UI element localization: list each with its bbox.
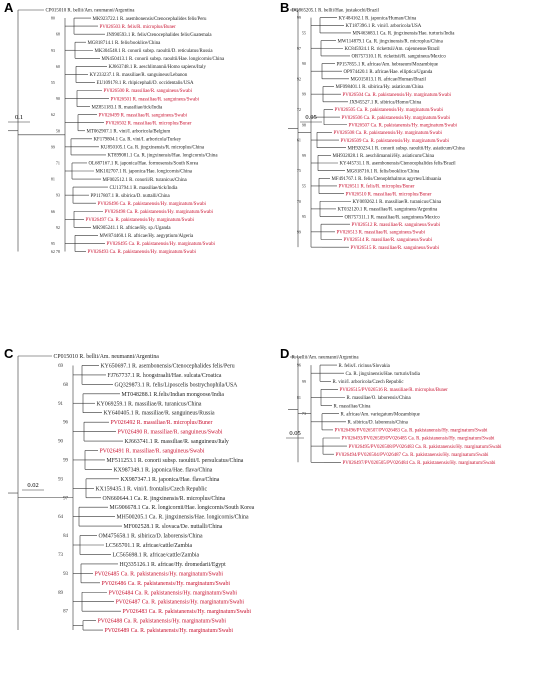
bootstrap-value: 99 [63,458,68,464]
taxon-label: PV026496 Ca. R. pakistanensis/Hy. marginatum/Swabi [97,201,206,207]
bootstrap-value: 96 [63,420,68,426]
taxon-label: R. massiliae/O. laborensis/China [346,396,411,402]
taxon-label: MN463683.1 Ca. R. jingxinensis/Hae. turturis/India [352,31,455,37]
taxon-label: MH932028.1 R. aeschlimannii/Hy. asiaticum/China [332,154,435,160]
taxon-label: PV026497 Ca. R. pakistanensis/Hy. marginatum/Swabi [85,218,194,224]
taxon-label: OR757311.1 R. massiliae/R. sanguineus/Mexico [344,215,440,221]
taxon-label: PV026504 Ca. R. pakistanensis/Hy. marginatum/Swabi [342,92,451,98]
taxon-label: R. massiliae/China [333,404,371,410]
taxon-label: LC565701.1 R. africae/cattle/Zambia [105,543,193,550]
taxon-label: PV026490 R. massiliae/R. sanguineus/Swabi [117,429,223,436]
taxon-label: KT187396.1 R. vini/I. arboricola/USA [345,24,422,30]
bootstrap-value: 81 [50,176,55,182]
taxon-label: GQ329873.1 R. felis/Liposcelis bostrychophila/USA [114,382,238,389]
bootstrap-value: 73 [301,411,306,417]
taxon-label: R. vini/I. arboricola/Czech Republic [332,380,404,386]
taxon-label: PV026500 R. massiliae/R. sanguineus/Swabi [103,89,192,95]
taxon-label: PV026503 R. felis/R. microplus/Buner [99,24,176,30]
bootstrap-value: 87 [63,609,68,615]
taxon-label: R. felis/I. ricinus/Slovakia [338,363,390,369]
bootstrap-value: 97 [296,45,301,51]
bootstrap-value: 84 [63,534,68,540]
bootstrap-value: 90 [55,96,60,102]
bootstrap-value: 62 [50,112,55,118]
bootstrap-value: 92 [55,224,60,230]
taxon-label: MG818716.1 R. felis/booklice/China [346,169,420,175]
taxon-label: MW114879.1 Ca. R. jingxinensis/R. microplus/China [337,39,443,45]
taxon-label: PV026502 R. massiliae/R. microplus/Buner [105,121,192,127]
panel-letter-b: B [280,0,290,15]
bootstrap-value: 64 [58,515,63,521]
bootstrap-value: 99 [301,91,306,97]
taxon-label: PV026491 R. massiliae/R. sanguineus/Swabi [99,448,205,455]
taxon-label: PV026495/PV026508/PV026483 Ca. R. pakistanensis/Hy. marginatum/Swabi [348,444,502,450]
bootstrap-value: 71 [55,160,60,166]
taxon-label: JN990593.1 R. felis/Ctenocephalides felis/Guatemala [106,32,212,38]
taxon-label: KY233237.1 R. massiliae/R. sanguineus/Lebanon [89,73,188,79]
bootstrap-value: 99 [296,15,301,21]
bootstrap-value: 95 [301,214,306,220]
taxon-label: PV026498 Ca. R. pakistanensis/Hy. marginatum/Swabi [104,209,213,215]
bootstrap-value: 95 [50,240,55,246]
bootstrap-value: 68 [63,382,68,388]
taxon-label: PV026497/PV026505/PV026484 Ca. R. pakistanensis/Hy. marginatum/Swabi [342,461,496,467]
panel-letter-a: A [4,0,14,15]
scale-label-b: 0.05 [305,114,317,121]
taxon-label: KJ663748.1 R. aeschlimannii/Homo sapiens/Italy [108,65,206,71]
taxon-label: PV026514 R. massiliae/R. sanguineus/Swabi [343,238,432,244]
taxon-label: KX987349.1 R. japonica/Hae. flava/China [113,467,213,474]
taxon-label: MF002512.1 R. conorii/R. turanicus/China [102,177,187,183]
taxon-label: MK923722.1 R. asembonensis/Ctenocephalides felis/Peru [92,16,207,22]
bootstrap-value: 55 [301,30,306,36]
taxon-label: OP974420.1 R. africae/Hae. elliptica/Uganda [343,69,433,75]
taxon-label: KY069259.1 R. massiliae/R. turanicus/China [96,401,202,408]
taxon-label: MG906678.1 Ca. R. longicornii/Hae. longicornis/South Korea [109,505,255,512]
taxon-label: PV026493/PV026509/PV026485 Ca. R. pakistanensis/Hy. marginatum/Swabi [341,436,495,442]
bootstrap-value: 62 [50,249,55,254]
taxon-label: MG015013.1 R. africae/Human/Brazil [350,77,427,83]
taxon-label: OL687167.1 R. japonica/Hae. formosensis/South Korea [88,161,199,167]
taxon-label: PV026508 Ca. R. pakistanensis/Hy. marginatum/Swabi [333,131,442,137]
bootstrap-value: 75 [296,168,301,174]
taxon-label: MT062907.1 R. vini/I. arboricola/Belgium [86,129,171,135]
bootstrap-value: 78 [55,249,60,254]
bootstrap-value: 99 [296,229,301,235]
taxon-label: MF491767.1 R. felis/Ctenophthalmus agyrtes/Lithuania [331,177,442,183]
taxon-label: PV026507 Ca. R. pakistanensis/Hy. marginatum/Swabi [348,123,457,129]
bootstrap-value: 60 [55,63,60,69]
taxon-label: PV026506 Ca. R. pakistanensis/Hy. marginatum/Swabi [341,115,450,121]
panel-letter-d: D [280,346,290,361]
bootstrap-value: 81 [296,395,301,400]
taxon-label: HQ335126.1 R. africae/Hy. dromedarii/Egypt [119,561,226,568]
bootstrap-value: 90 [58,439,63,445]
bootstrap-value: 58 [55,128,60,134]
taxon-label: PV026486 Ca. R. pakistanensis/Hy. marginatum/Swabi [101,580,230,587]
taxon-label: OM475658.1 R. sibirica/D. laborensis/China [98,533,203,540]
bootstrap-value: 99 [301,152,306,158]
bootstrap-value: 61 [296,137,301,143]
taxon-label: PV026495 Ca. R. pakistanensis/Hy. marginatum/Swabi [106,242,215,248]
taxon-label: PV026493 Ca. R. pakistanensis/Hy. marginatum/Swabi [87,250,196,256]
bootstrap-value: 96 [296,362,301,368]
taxon-label: PV026484 Ca. R. pakistanensis/Hy. marginatum/Swabi [108,590,237,597]
taxon-label: KY484162.1 R. japonica/Human/China [338,16,417,22]
taxon-label: PV026515/PV026516 R. massiliae/R. microplus/Buner [339,388,448,394]
taxon-label: KU850105.1 Ca. R. jingxinensis/R. microplus/China [100,145,205,151]
bootstrap-value: 55 [301,183,306,189]
taxon-label: PV026513 R. massiliae/R. sanguineus/Swabi [336,230,425,236]
taxon-label: PV026489 Ca. R. pakistanensis/Hy. marginatum/Swabi [104,628,233,635]
bootstrap-value: 99 [301,378,306,384]
taxon-label: PV026499 R. massiliae/R. sanguineus/Swabi [98,113,187,119]
taxon-label: KY640405.1 R. massiliae/R. sanguineus/Russia [103,410,215,417]
taxon-label: KY650697.1 R. asembonensis/Ctenocephalides felis/Peru [100,363,235,370]
taxon-label: JX945527.1 R. sibirica/Homo/China [349,100,422,106]
bootstrap-value: 91 [58,401,63,407]
taxon-label: KC845924.1 R. rickettsii/Am. cajennense/Brazil [344,46,440,52]
taxon-label: EU109178.1 R. rhipicephali/D. occidentalis/USA [96,81,194,87]
taxon-label: MK905241.1 R. africae/Hy. sp./Uganda [92,226,171,232]
taxon-label: KJ663741.1 R. massiliae/R. sanguineus/Italy [124,439,229,446]
bootstrap-value: 93 [50,47,55,53]
bootstrap-value: 97 [63,496,68,502]
bootstrap-value: 72 [296,106,301,112]
taxon-label: KX987347.1 R. japonica/Hae. flava/China [120,476,220,483]
taxon-label: PP157855.1 R. africae/Am. hebraeum/Mozambique [336,62,439,68]
bootstrap-value: 92 [296,76,301,82]
scale-label-a: 0.1 [14,114,24,121]
taxon-label: MT048288.1 R.felis/Indian mongoose/India [121,391,224,398]
bootstrap-value: 69 [58,363,63,369]
taxon-label: PV026509 Ca. R. pakistanensis/Hy. marginatum/Swabi [340,138,449,144]
taxon-label: PV026483 Ca. R. pakistanensis/Hy. marginatum/Swabi [122,609,251,616]
bootstrap-value: 98 [301,122,306,128]
taxon-label: KT899081.1 Ca. R. jingxinensis/Hae. longicornis/China [107,153,218,159]
bootstrap-value: 93 [58,477,63,483]
taxon-label: KX159435.1 R. vini/I. frontalis/Czech Republic [95,486,208,493]
taxon-label: KF179804.1 Ca. R. vini/I. arboricola/Turkey [93,137,182,143]
taxon-label: MW874460.1 R. africae/Hy. aegyptium/Algeria [99,234,194,240]
taxon-label: PV026510 R. massiliae/R. microplus/Buner [345,192,432,198]
taxon-label: PV026511 R. felis/R. microplus/Buner [338,184,415,190]
taxon-label: MF002528.1 R. slovaca/De. nuttalli/China [123,524,223,531]
bootstrap-value: 55 [50,79,55,85]
taxon-label: PV026501 R. massiliae/R. sanguineus/Swabi [110,97,199,103]
taxon-label: PV026505 Ca. R. pakistanensis/Hy. marginatum/Swabi [334,108,443,114]
bootstrap-value: 99 [50,144,55,150]
bootstrap-value: 66 [50,208,55,214]
taxon-label: PV026494/PV026504/PV026487 Ca. R. pakistanensis/Hy. marginatum/Swabi [335,452,489,458]
bootstrap-value: 73 [58,552,63,558]
taxon-label: MG818714.1 R. felis/booklice/China [87,40,161,46]
taxon-label: PV026485 Ca. R. pakistanensis/Hy. marginatum/Swabi [94,571,223,578]
taxon-label: R. bellii/Am. neumanni/Argentina [291,355,359,361]
taxon-label: CP015010 R. bellii/Am. neumanni/Argentina [53,354,159,361]
taxon-label: KT032120.1 R. massiliae/R. sanguineus/Argentina [337,207,438,213]
bootstrap-value: 68 [55,31,60,37]
taxon-label: MF511253.1 R. conorii subsp. raoultii/I. persulcatus/China [106,457,244,464]
taxon-label: PV026496/PV026507/PV026483 Ca. R. pakistanensis/Hy. marginatum/Swabi [334,428,488,434]
taxon-label: OR757310.1 R. rickettsii/R. sanguineus/Mexico [351,54,446,60]
taxon-label: ON660644.1 Ca. R. jingxinensis/R. microplus/China [102,495,226,502]
taxon-label: FJ767737.1 R. hoogstraalii/Hae. sulcata/Croatica [107,372,222,379]
bootstrap-value: 70 [296,198,301,204]
bootstrap-value: 80 [50,15,55,21]
bootstrap-value: 93 [63,571,68,577]
taxon-label: Ca. R. jingxinensis/Hae. turturis/India [345,371,420,377]
taxon-label: PV026492 R. massiliae/R. microplus/Buner [110,420,213,427]
taxon-label: R. africae/Am. variegatum/Mozambique [340,412,420,418]
taxon-label: PP117807.1 R. sibirica/D. nuttalli/China [90,193,170,199]
taxon-label: MH500205.1 Ca. R. jingxinensis/Hae. longicornis/China [116,514,249,521]
taxon-label: LC565698.1 R. africae/cattle/Zambia [112,552,200,559]
taxon-label: PV026487 Ca. R. pakistanensis/Hy. marginatum/Swabi [115,599,244,606]
taxon-label: CP015010 R. bellii/Am. neumanni/Argentina [45,8,135,14]
taxon-label: MH920234.1 R. conorii subsp. raoultii/Hy. asiaticum/China [347,146,465,152]
taxon-label: KY445731.1 R. asembonensis/Ctenocephalides felis/Brazil [339,161,456,167]
taxon-label: KY069262.1 R. massiliae/R. turanicus/China [352,199,442,205]
taxon-label: MK102707.1 R. japonica/Hae. longicornis/China [95,169,192,175]
bootstrap-value: 89 [58,590,63,596]
taxon-label: MN450413.1 R. conorii subsp. raoultii/Hae. longicornis/China [101,57,225,63]
panel-letter-c: C [4,346,14,361]
taxon-label: DQ865205.1 R. bellii/Hae. justakochi/Brazil [291,8,379,14]
taxon-label: MK304548.1 R. conorii subsp. raoultii/D. reticulatus/Russia [94,48,213,54]
taxon-label: PV026488 Ca. R. pakistanensis/Hy. marginatum/Swabi [97,618,226,625]
scale-label-c: 0.02 [27,482,39,489]
taxon-label: MF098401.1 R. sibirica/Hy. asiaticum/China [335,85,424,91]
taxon-label: PV026515 R. massiliae/R. sanguineus/Swabi [350,245,439,251]
scale-label-d: 0.05 [289,430,301,437]
taxon-label: CU13794.1 R. massiliae/tick/India [109,185,178,191]
taxon-label: MZ851183.1 R. massiliae/tick/India [91,105,163,111]
taxon-label: PV026512 R. massiliae/R. sanguineus/Swabi [351,222,440,228]
bootstrap-value: 90 [301,61,306,67]
taxon-label: R. sibirica/D. laborensis/China [347,420,408,426]
bootstrap-value: 93 [55,192,60,198]
